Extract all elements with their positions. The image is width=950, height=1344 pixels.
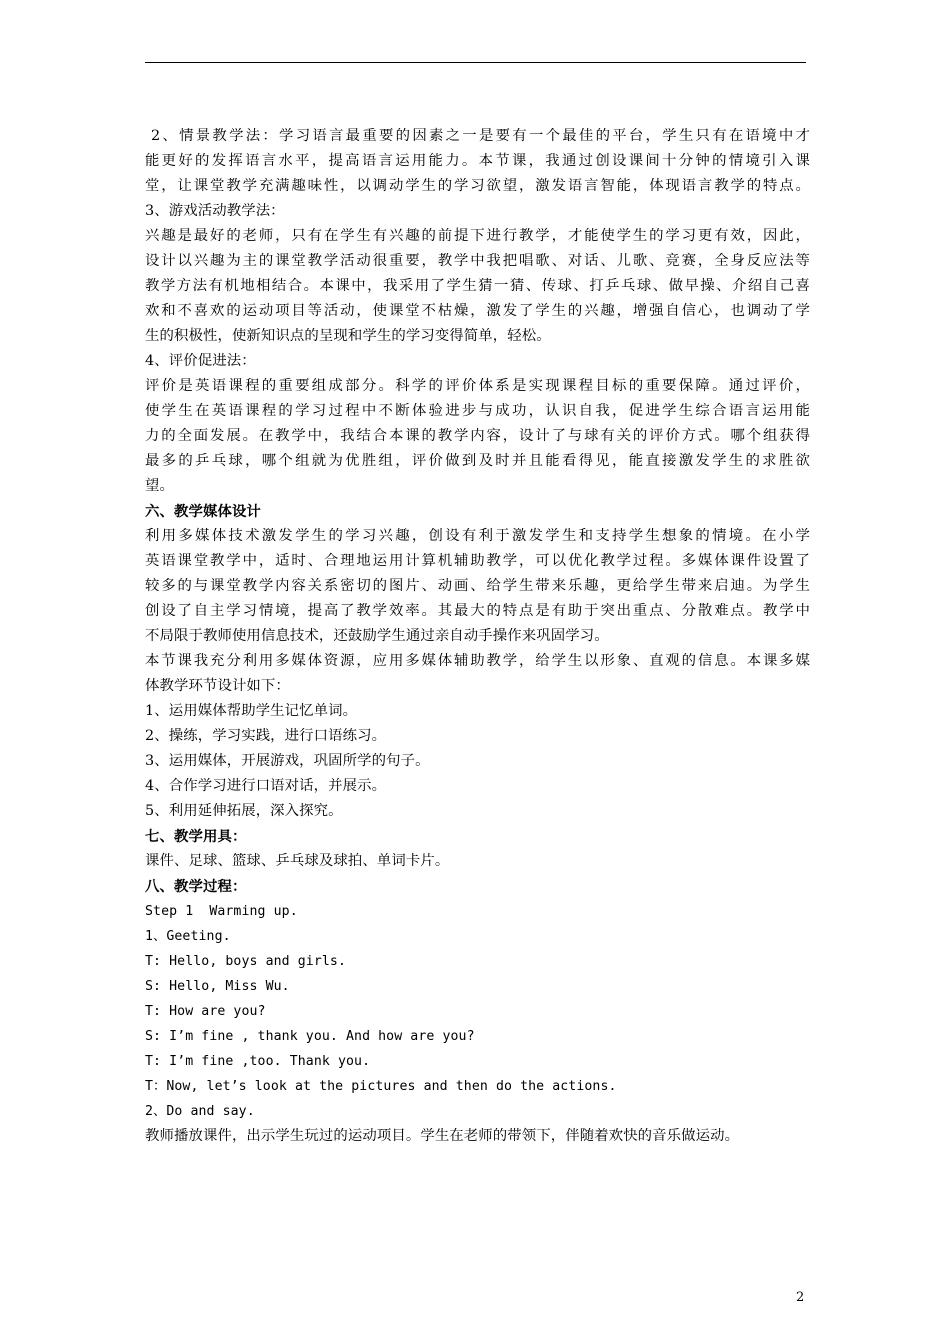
dialogue-line: T: Hello, boys and girls.: [145, 954, 346, 969]
paragraph-line: 教学方法有机地相结合。本课中，我采用了学生猜一猜、传球、打乒乓球、做早操、介绍自己喜: [145, 278, 810, 294]
subheading: 4、评价促进法：: [145, 353, 256, 369]
paragraph-line: 较多的与课堂教学内容关系密切的图片、动画、给学生带来乐趣，更给学生带来启迪。为学生: [145, 578, 810, 594]
section-heading: 七、教学用具：: [145, 828, 247, 845]
dialogue-line: 1、Geeting.: [145, 929, 231, 944]
paragraph-line: 体教学环节设计如下：: [145, 678, 290, 694]
subheading: 3、游戏活动教学法：: [145, 203, 285, 219]
paragraph-line: 能更好的发挥语言水平，提高语言运用能力。本节课，我通过创设课间十分钟的情境引入课: [145, 153, 810, 169]
paragraph-line: 课件、足球、篮球、乒乓球及球拍、单词卡片。: [145, 853, 450, 869]
dialogue-line: Step 1 Warming up.: [145, 904, 298, 919]
paragraph-line: 使学生在英语课程的学习过程中不断体验进步与成功，认识自我，促进学生综合语言运用能: [145, 403, 810, 419]
section-heading: 八、教学过程：: [145, 878, 247, 895]
paragraph-line: 不局限于教师使用信息技术，还鼓励学生通过亲自动手操作来巩固学习。: [145, 628, 609, 644]
paragraph-line: 教师播放课件，出示学生玩过的运动项目。学生在老师的带领下，伴随着欢快的音乐做运动。: [145, 1128, 740, 1144]
section-heading: 六、教学媒体设计: [145, 503, 261, 520]
dialogue-line: T：Now, let’s look at the pictures and then do the actions.: [145, 1079, 617, 1094]
dialogue-line: S: Hello, Miss Wu.: [145, 979, 290, 994]
header-rule: [145, 62, 806, 63]
paragraph-line: 堂，让课堂教学充满趣味性，以调动学生的学习欲望，激发语言智能，体现语言教学的特点。: [145, 178, 810, 194]
paragraph-line: 本节课我充分利用多媒体资源，应用多媒体辅助教学，给学生以形象、直观的信息。本课多媒: [145, 653, 810, 669]
paragraph-line: 力的全面发展。在教学中，我结合本课的教学内容，设计了与球有关的评价方式。哪个组获得: [145, 428, 810, 444]
paragraph-line: 创设了自主学习情境，提高了教学效率。其最大的特点是有助于突出重点、分散难点。教学中: [145, 603, 810, 619]
list-item: 3、运用媒体，开展游戏，巩固所学的句子。: [145, 753, 430, 769]
dialogue-line: T: I’m fine ,too. Thank you.: [145, 1054, 371, 1069]
paragraph-line: 利用多媒体技术激发学生的学习兴趣，创设有利于激发学生和支持学生想象的情境。在小学: [145, 528, 810, 544]
dialogue-line: 2、Do and say.: [145, 1104, 255, 1119]
page-number: 2: [796, 1290, 805, 1305]
list-item: 1、运用媒体帮助学生记忆单词。: [145, 703, 358, 719]
paragraph-line: 2、情景教学法：学习语言最重要的因素之一是要有一个最佳的平台，学生只有在语境中才: [151, 128, 810, 144]
paragraph-line: 望。: [145, 478, 174, 494]
paragraph-line: 兴趣是最好的老师，只有在学生有兴趣的前提下进行教学，才能使学生的学习更有效，因此，: [145, 228, 810, 244]
dialogue-line: T: How are you?: [145, 1004, 266, 1019]
body-text: [145, 124, 810, 1149]
dialogue-line: S: I’m fine , thank you. And how are you?: [145, 1029, 475, 1044]
paragraph-line: 设计以兴趣为主的课堂教学活动很重要，教学中我把唱歌、对话、儿歌、竞赛，全身反应法等: [145, 253, 810, 269]
paragraph-line: 评价是英语课程的重要组成部分。科学的评价体系是实现课程目标的重要保障。通过评价，: [145, 378, 810, 394]
list-item: 5、利用延伸拓展，深入探究。: [145, 803, 343, 819]
list-item: 4、合作学习进行口语对话，并展示。: [145, 778, 387, 794]
paragraph-line: 生的积极性，使新知识点的呈现和学生的学习变得简单，轻松。: [145, 328, 551, 344]
paragraph-line: 欢和不喜欢的运动项目等活动，使课堂不枯燥，激发了学生的兴趣，增强自信心，也调动了学: [145, 303, 810, 319]
paragraph-line: 最多的乒乓球，哪个组就为优胜组，评价做到及时并且能看得见，能直接激发学生的求胜欲: [145, 453, 810, 469]
list-item: 2、操练，学习实践，进行口语练习。: [145, 728, 387, 744]
paragraph-line: 英语课堂教学中，适时、合理地运用计算机辅助教学，可以优化教学过程。多媒体课件设置了: [145, 553, 810, 569]
